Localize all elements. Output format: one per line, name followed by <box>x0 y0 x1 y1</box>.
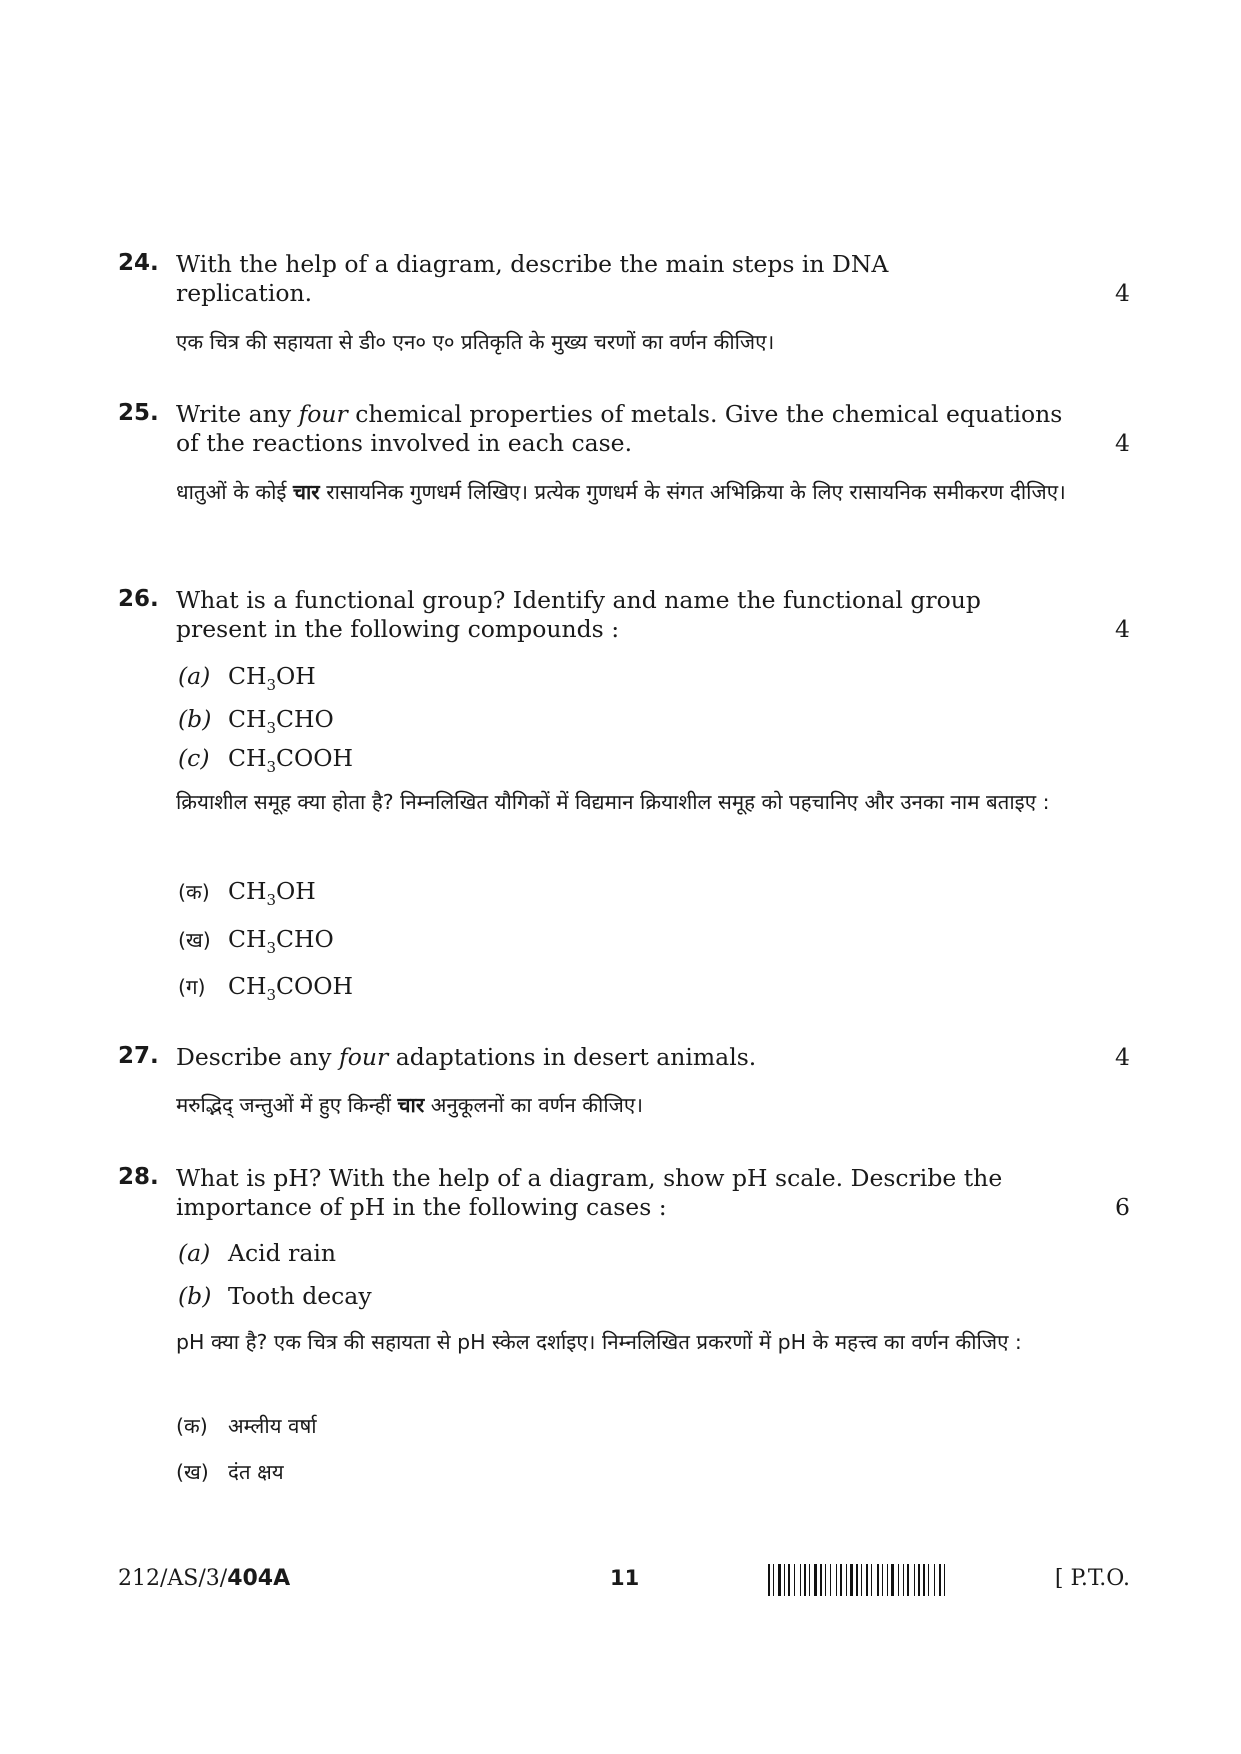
option-label: (ख) <box>178 928 211 952</box>
question-text-line1 <box>176 400 1130 429</box>
formula-part: CHO <box>276 925 334 953</box>
question-text-line2: of the reactions involved in each case. <box>176 429 633 457</box>
option-ga <box>178 972 354 1004</box>
formula-subscript: 3 <box>266 719 277 737</box>
question-text <box>176 1043 1130 1072</box>
emphasis: चार <box>397 1093 425 1117</box>
option-label: (a) <box>178 1239 211 1267</box>
option-text: Tooth decay <box>228 1282 372 1310</box>
text-part: chemical properties of metals. Give the chemical equations <box>347 400 1063 428</box>
marks: 4 <box>1115 429 1130 457</box>
emphasis: four <box>339 1043 389 1071</box>
option-label: (a) <box>178 662 211 690</box>
option-kha <box>176 1458 284 1486</box>
question-text-hindi: क्रियाशील समूह क्या होता है? निम्नलिखित यौगिकों में विद्यमान क्रियाशील समूह को पहचानिए और उनका नाम बताइए : <box>176 790 1050 814</box>
text-part: adaptations in desert animals. <box>388 1043 757 1071</box>
option-b <box>178 1282 372 1310</box>
page-footer <box>118 1566 1130 1600</box>
formula-subscript: 3 <box>266 676 277 694</box>
emphasis: four <box>298 400 348 428</box>
question-number: 24. <box>118 250 159 276</box>
question-number: 26. <box>118 586 159 612</box>
formula-part: CH <box>228 877 267 905</box>
question-text-line1: What is pH? With the help of a diagram, show pH scale. Describe the <box>176 1164 1003 1192</box>
formula-part: OH <box>276 662 316 690</box>
option-ka <box>176 1412 317 1440</box>
option-a <box>178 1239 336 1267</box>
option-text: Acid rain <box>228 1239 337 1267</box>
question-text-hindi: एक चित्र की सहायता से डी० एन० ए० प्रतिकृति के मुख्य चरणों का वर्णन कीजिए। <box>176 330 775 354</box>
marks: 4 <box>1115 1043 1130 1071</box>
formula-part: CH <box>228 705 267 733</box>
question-number: 28. <box>118 1164 159 1190</box>
page-number: 11 <box>610 1566 640 1590</box>
formula-subscript: 3 <box>266 758 277 776</box>
formula-part: COOH <box>276 972 354 1000</box>
option-label: (ख) <box>176 1460 209 1484</box>
formula-part: CH <box>228 972 267 1000</box>
option-label: (क) <box>178 880 210 904</box>
formula-part: CH <box>228 925 267 953</box>
text-part: धातुओं के कोई <box>176 480 293 504</box>
option-label: (ग) <box>178 975 206 999</box>
formula-part: CH <box>228 662 267 690</box>
option-ka <box>178 877 316 909</box>
question-text-line1: With the help of a diagram, describe the main steps in DNA <box>176 250 889 278</box>
option-text: दंत क्षय <box>228 1460 284 1484</box>
formula-part: CHO <box>276 705 334 733</box>
option-b <box>178 705 334 737</box>
text-part: Write any <box>176 400 299 428</box>
emphasis: चार <box>292 480 320 504</box>
option-a <box>178 662 316 694</box>
option-label: (b) <box>178 705 212 733</box>
option-kha <box>178 925 334 957</box>
formula-subscript: 3 <box>266 891 277 909</box>
question-number: 27. <box>118 1043 159 1069</box>
question-text-hindi: pH क्या है? एक चित्र की सहायता से pH स्केल दर्शाइए। निम्नलिखित प्रकरणों में pH के महत्त्व का वर्णन कीजिए : <box>176 1330 1022 1354</box>
marks: 4 <box>1115 279 1130 307</box>
question-text-line2: present in the following compounds : <box>176 615 620 643</box>
question-text-hindi <box>176 1087 1066 1123</box>
option-text: अम्लीय वर्षा <box>228 1414 317 1438</box>
formula-part: OH <box>276 877 316 905</box>
text-part: अनुकूलनों का वर्णन कीजिए। <box>424 1093 643 1117</box>
question-text-line2: replication. <box>176 279 313 307</box>
question-number: 25. <box>118 400 159 426</box>
marks: 4 <box>1115 615 1130 643</box>
formula-subscript: 3 <box>266 939 277 957</box>
formula-part: COOH <box>276 744 354 772</box>
formula-part: CH <box>228 744 267 772</box>
question-text-line1: What is a functional group? Identify and name the functional group <box>176 586 981 614</box>
marks: 6 <box>1115 1193 1130 1221</box>
question-text-line2: importance of pH in the following cases : <box>176 1193 667 1221</box>
option-label: (c) <box>178 744 210 772</box>
question-text-hindi <box>176 474 1066 510</box>
text-part: मरुद्भिद् जन्तुओं में हुए किन्हीं <box>176 1093 398 1117</box>
formula-subscript: 3 <box>266 986 277 1004</box>
barcode-image <box>768 1564 1036 1596</box>
text-part: Describe any <box>176 1043 340 1071</box>
pto-label: [ P.T.O. <box>1054 1566 1130 1591</box>
option-label: (क) <box>176 1414 208 1438</box>
option-c <box>178 744 354 776</box>
paper-code-prefix: 212/AS/3/ <box>118 1566 228 1591</box>
option-label: (b) <box>178 1282 212 1310</box>
text-part: रासायनिक गुणधर्म लिखिए। प्रत्येक गुणधर्म के संगत अभिक्रिया के लिए रासायनिक समीकरण दीजिए। <box>319 480 1066 504</box>
paper-code <box>118 1566 290 1591</box>
paper-code-bold: 404A <box>227 1566 291 1591</box>
